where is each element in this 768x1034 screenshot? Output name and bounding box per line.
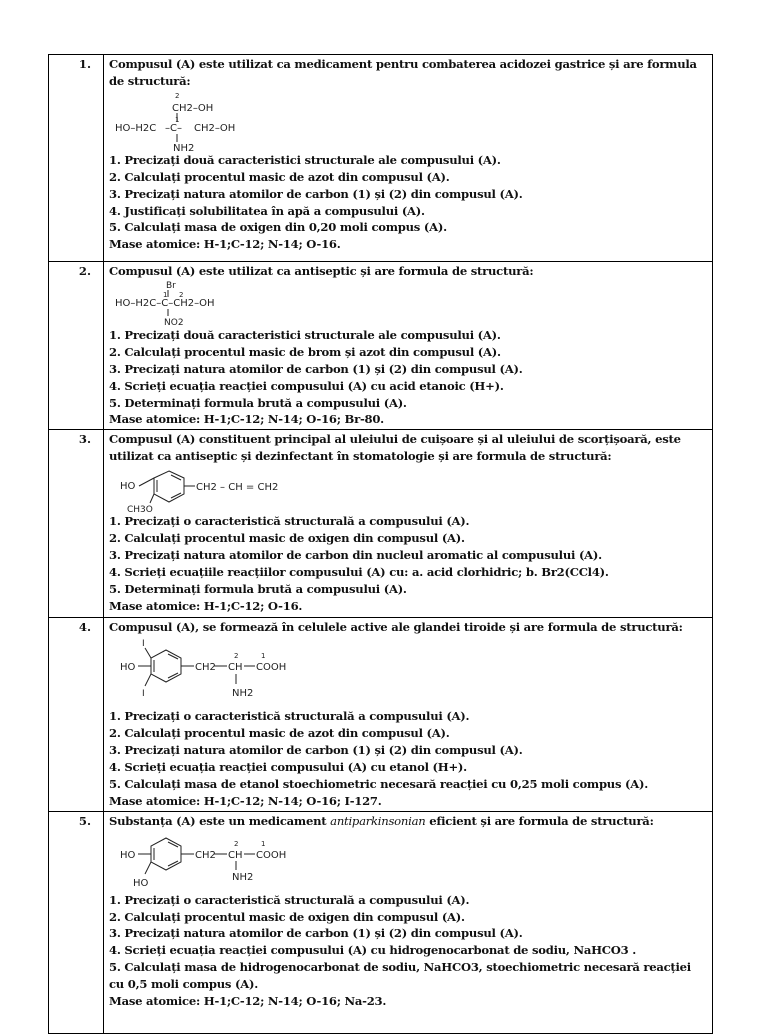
atomic-masses: Mase atomice: H-1;C-12; N-14; O-16; Br-80.	[109, 412, 384, 427]
question-item: 1. Precizați două caracteristici structurale ale compusului (A).	[109, 327, 501, 342]
exercise-row-2	[49, 262, 713, 430]
formula-group: CH2	[195, 662, 216, 674]
atomic-masses: Mase atomice: H-1;C-12; O-16.	[109, 598, 303, 613]
exercise-row-1	[49, 55, 713, 262]
formula-group: CH3O	[127, 505, 153, 514]
formula-group: I	[142, 639, 145, 650]
formula-group: NH2	[232, 688, 254, 700]
question-item: 2. Calculați procentul masic de azot din compusul (A).	[109, 726, 450, 741]
exercise-body	[104, 811, 713, 1033]
formula-group: CH2–OH	[194, 122, 236, 134]
structural-formula	[109, 465, 289, 513]
formula-group: COOH	[256, 849, 287, 861]
formula-group: CH	[228, 662, 243, 674]
atomic-masses: Mase atomice: H-1;C-12; N-14; O-16; Na-23.	[109, 994, 387, 1009]
question-item: 1. Precizați două caracteristici structurale ale compusului (A).	[109, 152, 501, 167]
carbon-index-label: 2	[175, 91, 180, 100]
exercise-number: 4.	[49, 618, 104, 811]
exercise-table	[48, 54, 713, 1034]
question-item: 5. Calculați masa de hidrogenocarbonat de sodiu, NaHCO3, stoechiometric necesară reacției cu 0,5 moli compus (A).	[109, 960, 691, 992]
formula-group: HO	[120, 481, 136, 493]
atomic-masses: Mase atomice: H-1;C-12; N-14; O-16.	[109, 237, 341, 252]
exercise-number: 1.	[49, 55, 104, 262]
question-item: 3. Precizați natura atomilor de carbon (1) și (2) din compusul (A).	[109, 926, 523, 941]
structural-formula	[109, 636, 309, 708]
formula-group: HO	[133, 877, 149, 889]
question-item: 4. Scrieți ecuațiile reacțiilor compusului (A) cu: a. acid clorhidric; b. Br2(CCl4).	[109, 564, 609, 579]
question-item: 5. Calculați masa de oxigen din 0,20 moli compus (A).	[109, 220, 447, 235]
exercise-row-4	[49, 618, 713, 811]
exercise-intro: Compusul (A) este utilizat ca medicament pentru combaterea acidozei gastrice și are formula de structură:	[109, 57, 697, 88]
formula-group: –C–	[165, 122, 182, 134]
question-item: 2. Calculați procentul masic de oxigen din compusul (A).	[109, 909, 465, 924]
structural-formula	[109, 90, 269, 152]
formula-group: I	[142, 689, 145, 700]
exercise-intro: Compusul (A) constituent principal al uleiului de cuișoare și al uleiului de scorțișoară, este utilizat ca antiseptic și dezinfectant în stomatologie și are formula de structură:	[109, 432, 681, 464]
carbon-index-label: 1	[175, 115, 180, 124]
exercise-row-5	[49, 811, 713, 1033]
exercise-number: 5.	[49, 811, 104, 1033]
question-item: 4. Scrieți ecuația reacției compusului (A) cu acid etanoic (H+).	[109, 378, 504, 393]
formula-group: HO	[120, 662, 136, 674]
formula-group: CH2 – CH = CH2	[196, 482, 279, 494]
question-item: 4. Scrieți ecuația reacției compusului (A) cu hidrogenocarbonat de sodiu, NaHCO3 .	[109, 943, 637, 958]
question-item: 1. Precizați o caracteristică structurală a compusului (A).	[109, 514, 470, 529]
question-item: 2. Calculați procentul masic de oxigen din compusul (A).	[109, 531, 465, 546]
question-item: 3. Precizați natura atomilor de carbon (1) și (2) din compusul (A).	[109, 743, 523, 758]
question-item: 4. Scrieți ecuația reacției compusului (A) cu etanol (H+).	[109, 759, 467, 774]
carbon-index-label: 2	[234, 652, 239, 661]
formula-group: NH2	[232, 871, 254, 883]
question-item: 1. Precizați o caracteristică structurală a compusului (A).	[109, 892, 470, 907]
question-item: 5. Determinați formula brută a compusului (A).	[109, 395, 407, 410]
question-item: 4. Justificați solubilitatea în apă a compusului (A).	[109, 203, 425, 218]
exercise-body	[104, 618, 713, 811]
question-item: 3. Precizați natura atomilor de carbon (1) și (2) din compusul (A).	[109, 186, 523, 201]
question-item: 5. Calculați masa de etanol stoechiometric necesară reacției cu 0,25 moli compus (A).	[109, 776, 649, 791]
structural-formula	[109, 830, 309, 892]
exercise-row-3	[49, 430, 713, 618]
formula-group: COOH	[256, 662, 287, 674]
question-item: 5. Determinați formula brută a compusului (A).	[109, 581, 407, 596]
carbon-index-label: 1	[261, 652, 266, 661]
question-item: 2. Calculați procentul masic de azot din compusul (A).	[109, 169, 450, 184]
question-item: 1. Precizați o caracteristică structurală a compusului (A).	[109, 709, 470, 724]
structural-formula	[109, 280, 269, 327]
formula-group: NO2	[164, 317, 184, 327]
carbon-index-label: 2	[179, 290, 184, 299]
formula-group: HO–H2C	[115, 122, 157, 134]
exercise-body	[104, 430, 713, 618]
carbon-index-label: 1	[163, 290, 168, 299]
atomic-masses: Mase atomice: H-1;C-12; N-14; O-16; I-127.	[109, 793, 382, 808]
exercise-body	[104, 55, 713, 262]
question-item: 3. Precizați natura atomilor de carbon din nucleul aromatic al compusului (A).	[109, 547, 602, 562]
exercise-intro: Compusul (A), se formează în celulele active ale glandei tiroide și are formula de structură:	[109, 620, 683, 635]
formula-group: HO–H2C–C–CH2–OH	[115, 297, 215, 309]
exercise-number: 2.	[49, 262, 104, 430]
exercise-intro: Compusul (A) este utilizat ca antiseptic și are formula de structură:	[109, 264, 534, 278]
formula-group: NH2	[173, 142, 195, 152]
question-item: 2. Calculați procentul masic de brom și azot din compusul (A).	[109, 344, 501, 359]
intro-italic-term: antiparkinsonian	[330, 813, 426, 828]
formula-group: HO	[120, 849, 136, 861]
question-item: 3. Precizați natura atomilor de carbon (1) și (2) din compusul (A).	[109, 361, 523, 376]
carbon-index-label: 2	[234, 839, 239, 848]
exercise-body	[104, 262, 713, 430]
exercise-intro: Substanța (A) este un medicament antiparkinsonian eficient și are formula de structură:	[109, 813, 654, 828]
formula-group: Br	[166, 280, 176, 291]
exercise-number: 3.	[49, 430, 104, 618]
formula-group: CH	[228, 849, 243, 861]
formula-group: CH2	[195, 849, 216, 861]
formula-group: CH2–OH	[172, 102, 214, 114]
carbon-index-label: 1	[261, 839, 266, 848]
